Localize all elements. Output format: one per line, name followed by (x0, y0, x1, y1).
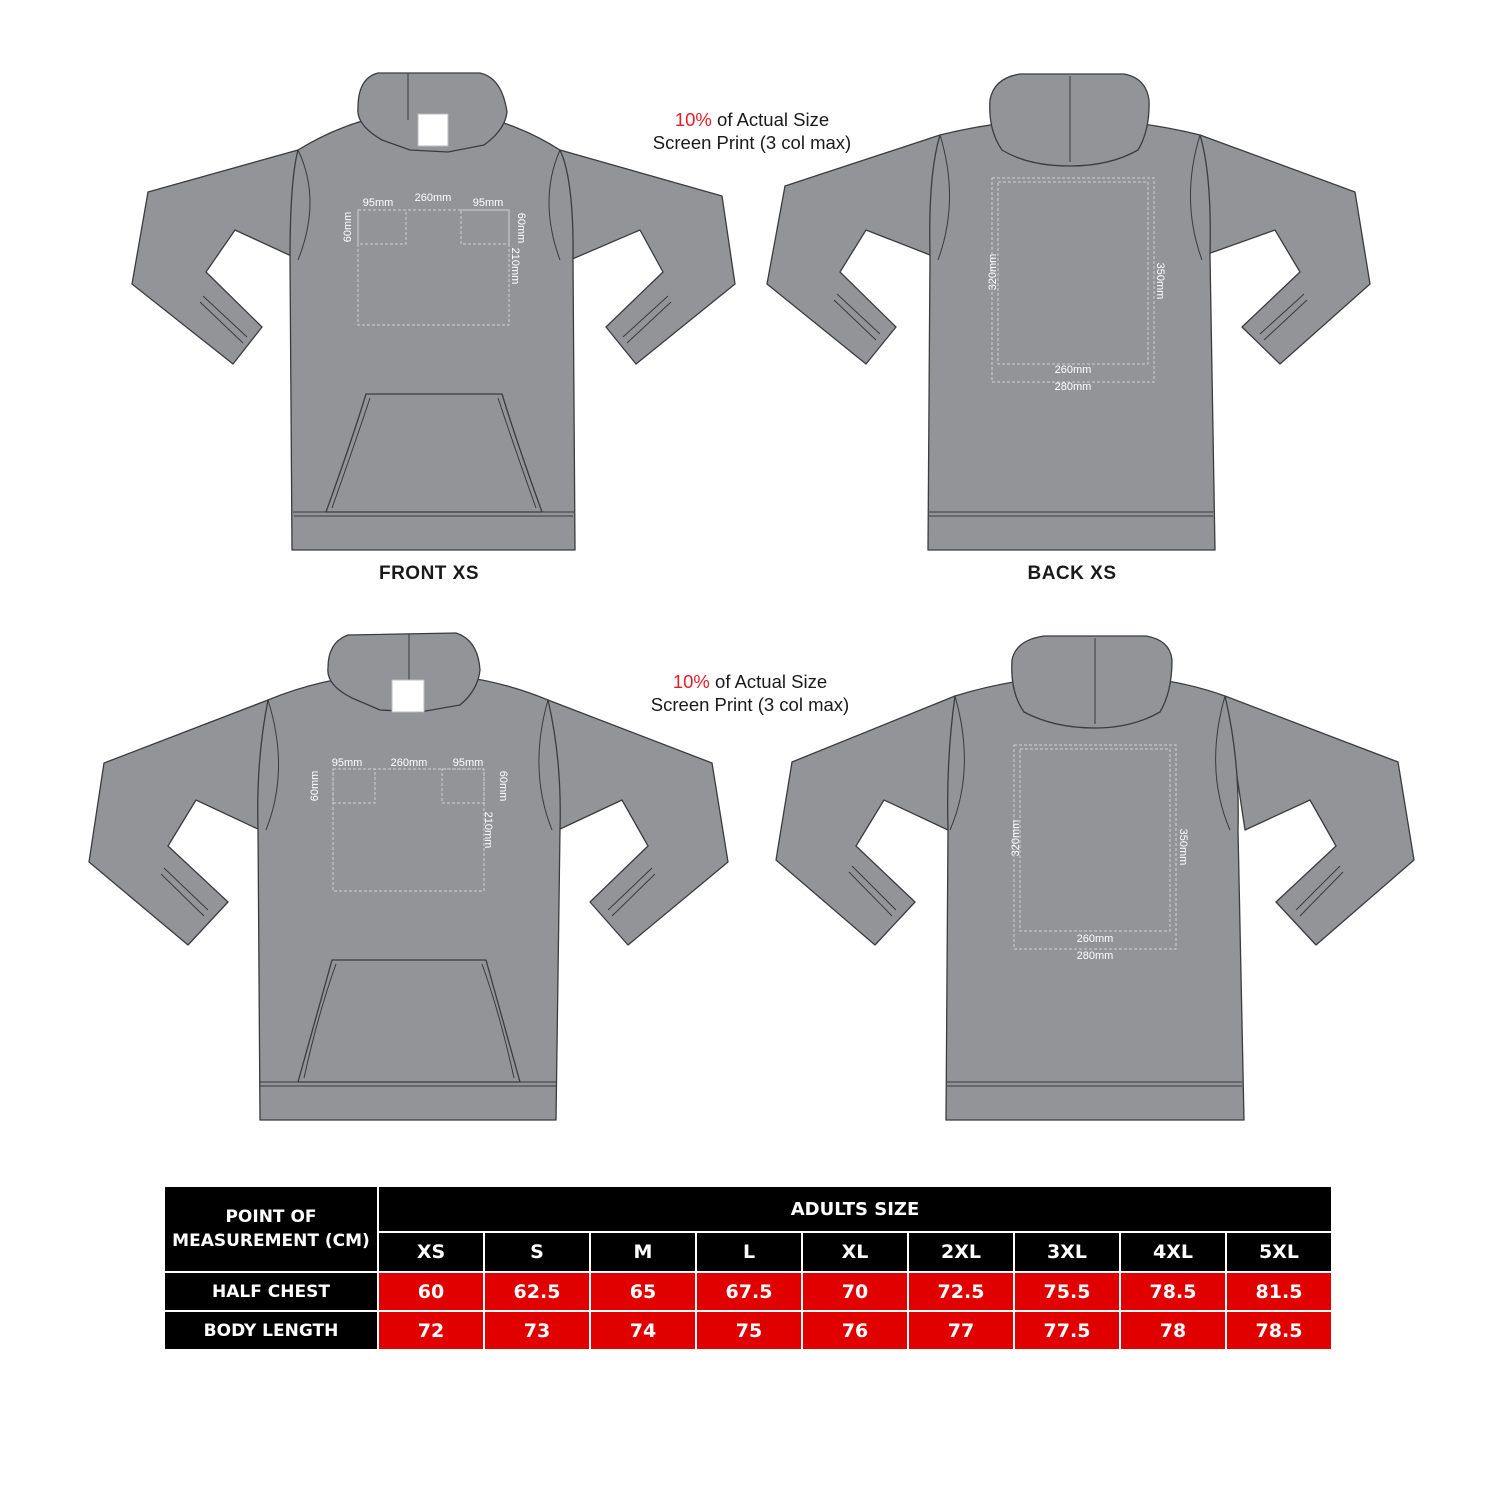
dim-front2-right-width: 95mm (452, 757, 484, 769)
row-label-body-length: BODY LENGTH (165, 1312, 377, 1349)
table-cell: 70 (803, 1273, 907, 1310)
point-of-measurement-header: POINT OF MEASUREMENT (CM) (165, 1187, 377, 1271)
table-cell: 75 (697, 1312, 801, 1349)
dim-back2-right-height: 350mm (1177, 828, 1189, 866)
dim-front2-right-height: 60mm (497, 770, 509, 802)
dim-front-center-width: 260mm (414, 192, 452, 204)
print-note-top (602, 108, 902, 154)
size-header-cell: XS (379, 1233, 483, 1271)
dim-front-left-width: 95mm (362, 197, 394, 209)
dim-back2-left-height: 320mm (1010, 819, 1022, 857)
size-header-cell: 4XL (1121, 1233, 1225, 1271)
dim-back-outer-width: 280mm (1054, 381, 1092, 393)
dim-front-center-height: 210mm (509, 247, 521, 285)
dim-back-left-height: 320mm (987, 253, 999, 291)
note-bottom-percentage: 10% (672, 671, 710, 692)
size-header-cell: S (485, 1233, 589, 1271)
dim-front-right-height: 60mm (515, 212, 527, 244)
table-cell: 77.5 (1015, 1312, 1119, 1349)
size-header-cell: 2XL (909, 1233, 1013, 1271)
table-cell: 62.5 (485, 1273, 589, 1310)
size-header-cell: XL (803, 1233, 907, 1271)
dim-front2-left-height: 60mm (309, 770, 321, 802)
table-row (165, 1273, 1331, 1310)
size-header-cell: 3XL (1015, 1233, 1119, 1271)
note-top-percentage: 10% (674, 109, 712, 130)
note-bottom-line1: of Actual Size (709, 671, 828, 692)
dim-front2-center-height: 210mm (482, 811, 494, 849)
size-header-cell: M (591, 1233, 695, 1271)
table-cell: 74 (591, 1312, 695, 1349)
table-cell: 81.5 (1227, 1273, 1331, 1310)
table-cell: 72 (379, 1312, 483, 1349)
print-note-bottom (600, 670, 900, 716)
note-top-line1: of Actual Size (711, 109, 830, 130)
note-top-line2: Screen Print (3 col max) (652, 132, 852, 153)
size-chart-table (163, 1185, 1333, 1351)
table-cell: 75.5 (1015, 1273, 1119, 1310)
dim-front2-center-width: 260mm (390, 757, 428, 769)
dim-back2-inner-width: 260mm (1076, 933, 1114, 945)
size-header-cell: 5XL (1227, 1233, 1331, 1271)
table-cell: 78 (1121, 1312, 1225, 1349)
table-cell: 78.5 (1121, 1273, 1225, 1310)
table-cell: 77 (909, 1312, 1013, 1349)
table-cell: 76 (803, 1312, 907, 1349)
dim-front2-left-width: 95mm (331, 757, 363, 769)
dim-front-right-width: 95mm (472, 197, 504, 209)
table-cell: 72.5 (909, 1273, 1013, 1310)
dim-back-inner-width: 260mm (1054, 364, 1092, 376)
row-label-half-chest: HALF CHEST (165, 1273, 377, 1310)
note-bottom-line2: Screen Print (3 col max) (650, 694, 850, 715)
table-row (165, 1312, 1331, 1349)
adults-size-header: ADULTS SIZE (379, 1187, 1331, 1231)
table-cell: 65 (591, 1273, 695, 1310)
front-view-label: FRONT XS (378, 563, 480, 584)
back-view-label: BACK XS (1027, 563, 1117, 584)
table-cell: 67.5 (697, 1273, 801, 1310)
dim-back-right-height: 350mm (1154, 262, 1166, 300)
table-cell: 73 (485, 1312, 589, 1349)
table-cell: 78.5 (1227, 1312, 1331, 1349)
dim-back2-outer-width: 280mm (1076, 950, 1114, 962)
size-header-cell: L (697, 1233, 801, 1271)
dim-front-left-height: 60mm (342, 211, 354, 243)
table-cell: 60 (379, 1273, 483, 1310)
